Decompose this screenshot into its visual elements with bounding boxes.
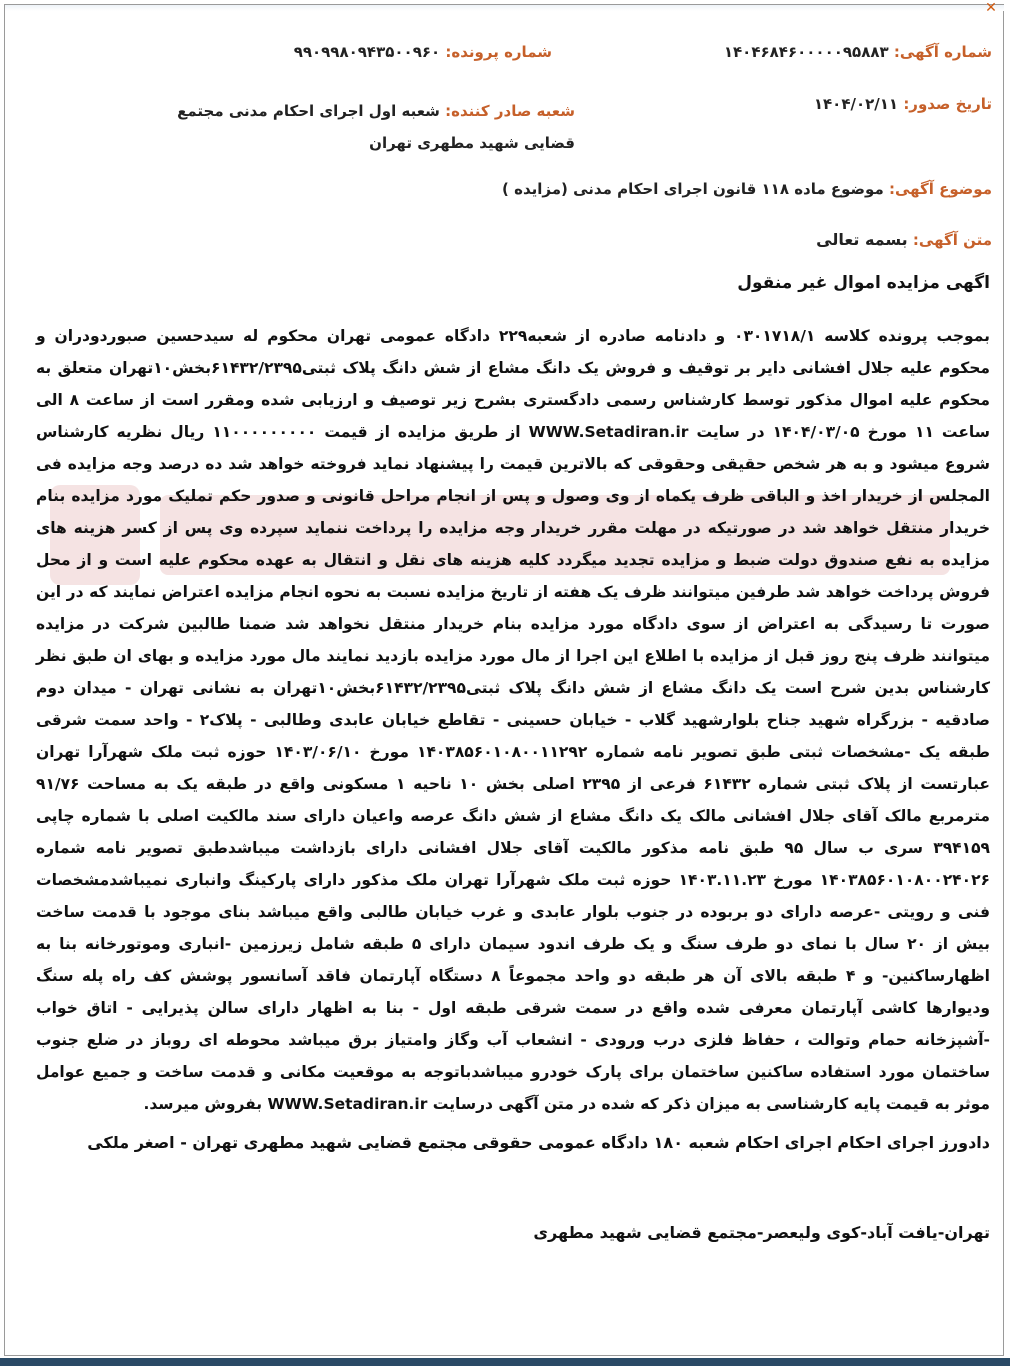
issuer-row — [175, 95, 575, 159]
signature-line: دادورز اجرای احکام اجرای احکام شعبه ۱۸۰ دادگاه عمومی حقوقی مجتمع قضایی شهید مطهری تهران - اصغر ملکی — [87, 1133, 990, 1152]
case-number-label: شماره پرونده: — [445, 43, 552, 61]
issue-date-label: تاریخ صدور: — [903, 95, 992, 113]
subject: موضوع ماده ۱۱۸ قانون اجرای احکام مدنی (مزایده ) — [502, 180, 884, 198]
notice-body-paragraph: بموجب پرونده کلاسه ۰۳۰۱۷۱۸/۱ و دادنامه صادره از شعبه۲۲۹ دادگاه عمومی تهران محکوم له سیدحسین صبوردودران و محکوم علیه جلال افشانی دایر بر توقیف و فروش یک دانگ مشاع از شش دانگ پلاک ثبتی۶۱۴۳۲/۲۳۹۵بخش۱۰تهران متعلق به محکوم علیه اموال مذکور توسط کارشناس رسمی دادگستری بشرح زیر توصیف و ارزیابی شده ومقرر است از ساعت ۸ الی ساعت ۱۱ مورخ ۱۴۰۴/۰۳/۰۵ در سایت WWW.Setadiran.ir از طریق مزایده از قیمت ۱۱۰۰۰۰۰۰۰۰۰ ریال نظریه کارشناس شروع میشود و به هر شخص حقیقی وحقوقی که بالاترین قیمت را پیشنهاد نماید فروخته خواهد شد ده درصد وجه مزایده فی المجلس از خریدار اخذ و الباقی ظرف یکماه از وی وصول و پس از انجام مراحل قانونی و صدور حکم تملیک مورد مزایده بنام خریدار منتقل خواهد شد در صورتیکه در مهلت مقرر خریدار وجه مزایده را پرداخت ننماید سپرده وی پس از کسر هزینه های مزایده به نفع صندوق دولت ضبط و مزایده تجدید میگردد کلیه هزینه های نقل و انتقال به عهده محکوم علیه است و از محل فروش پرداخت خواهد شد طرفین میتوانند ظرف یک هفته از تاریخ مزایده نسبت به نحوه انجام مزایده اعتراض نمایند که در این صورت تا رسیدگی به اعتراض از سوی دادگاه مورد مزایده بنام خریدار منتقل نخواهد شد ضمنا طالبین شرکت در مزایده میتوانند ظرف پنج روز قبل از مزایده با اطلاع این اجرا از مال مورد مزایده بازدید نمایند مال مورد مزایده و بهای ان طبق نظر کارشناس بدین شرح است یک دانگ مشاع از شش دانگ پلاک ثبتی۶۱۴۳۲/۲۳۹۵بخش۱۰تهران به نشانی تهران - میدان دوم صادقیه - بزرگراه شهید جناح بلوارشهید گلاب - خیابان حسینی - تقاطع خیابان عابدی وطالبی - پلاک۲ - واحد سمت شرقی طبقه یک -مشخصات ثبتی طبق تصویر نامه شماره ۱۴۰۳۸۵۶۰۱۰۸۰۰۱۱۲۹۲ مورخ ۱۴۰۳/۰۶/۱۰ حوزه ثبت ملک شهرآرا تهران عبارتست از پلاک ثبتی شماره ۶۱۴۳۲ فرعی از ۲۳۹۵ اصلی بخش ۱۰ ناحیه ۱ مسکونی واقع در طبقه یک به مساحت ۹۱/۷۶ مترمربع مالک آقای جلال افشانی مالک یک دانگ مشاع از شش دانگ عرصه واعیان دارای سند مالکیت اصلی با شماره چاپی ۳۹۴۱۵۹ سری ب سال ۹۵ طبق نامه مذکور مالکیت آقای جلال افشانی دارای بازداشت میباشدطبق تصویر نامه شماره ۱۴۰۳۸۵۶۰۱۰۸۰۰۲۴۰۲۶ مورخ ۱۴۰۳.۱۱.۲۳ حوزه ثبت ملک شهرآرا تهران ملک مذکور دارای پارکینگ وانباری نمیباشدمشخصات فنی و رویتی -عرصه دارای دو بربوده در جنوب بلوار عابدی و غرب خیابان طالبی واقع میباشد بنای موجود با قدمت ساخت بیش از ۲۰ سال با نمای دو طرف سنگ و یک طرف اندود سیمان دارای ۵ طبقه شامل زیرزمین -انباری وموتورخانه بنا به اظهارساکنین- و ۴ طبقه بالای آن هر طبقه دو واحد مجموعاً ۸ دستگاه آپارتمان فاقد آسانسور پوشش کف راه پله سنگ ودیوارها کاشی آپارتمان معرفی شده واقع در سمت شرقی طبقه اول - بنا به اظهار دارای سالن پذیرایی - اتاق خواب -آشپزخانه حمام وتوالت ، حفاظ فلزی درب ورودی - انشعاب آب وگاز وامتیاز برق میباشد محوطه ای روباز در ضلع جنوب ساختمان مورد استفاده ساکنین ساختمان برای پارک خودرو میباشدباتوجه به موقعیت مکانی و قدمت ساخت و جمیع عوامل موثر به قیمت پایه کارشناسی به میزان ذکر که شده در متن آگهی درسایت WWW.Setadiran.ir بفروش میرسد. — [36, 327, 991, 1113]
text-label-row — [816, 230, 992, 249]
close-icon[interactable]: ✕ — [985, 0, 997, 16]
issuer-label: شعبه صادر کننده: — [445, 102, 575, 120]
case-number-row — [294, 43, 552, 61]
issue-date-row — [814, 95, 992, 113]
window-top-strip — [5, 5, 1004, 11]
subject-label: موضوع آگهی: — [888, 180, 992, 198]
text-intro: بسمه تعالی — [816, 230, 908, 249]
notice-heading: اگهی مزایده اموال غیر منقول — [737, 273, 990, 293]
address-line: تهران-یافت آباد-کوی ولیعصر-مجتمع قضایی شهید مطهری — [533, 1223, 990, 1242]
text-label: متن آگهی: — [912, 231, 992, 249]
notice-number: ۱۴۰۴۶۸۴۶۰۰۰۰۰۹۵۸۸۳ — [723, 43, 889, 61]
notice-number-row — [724, 43, 992, 61]
bottom-bar — [0, 1358, 1010, 1366]
subject-row — [502, 180, 992, 198]
notice-number-label: شماره آگهی: — [893, 43, 992, 61]
issuer: شعبه اول اجرای احکام مدنی مجتمع قضایی شهید مطهری تهران — [177, 102, 575, 152]
issue-date: ۱۴۰۴/۰۲/۱۱ — [813, 95, 899, 113]
case-number: ۹۹۰۹۹۸۰۹۴۳۵۰۰۹۶۰ — [293, 43, 441, 61]
